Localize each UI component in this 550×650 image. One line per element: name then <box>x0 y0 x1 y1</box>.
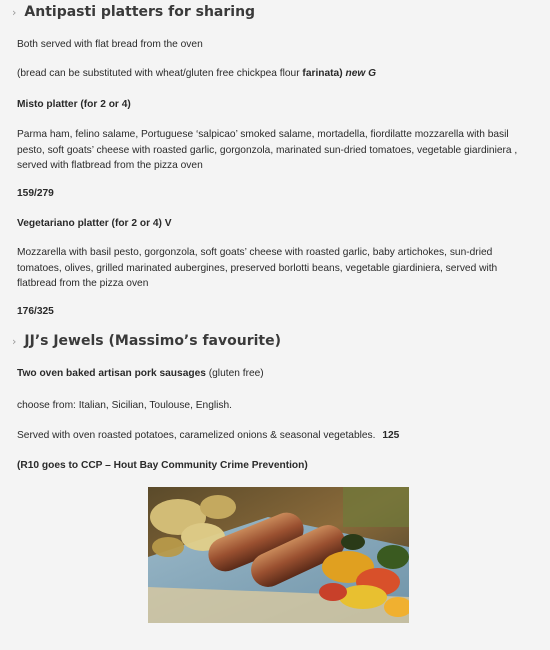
misto-price: 159/279 <box>17 188 54 199</box>
new-badge: new G <box>345 68 377 79</box>
sausages-title: Two oven baked artisan pork sausages <box>17 368 206 379</box>
misto-description: Parma ham, felino salame, Portuguese ‘salpicao’ smoked salame, mortadella, fiordilatte mozzarella with basil pesto, soft goats’ cheese with roasted garlic, gorgonzola, marinated sun-dried tomatoes, vegetable giardiniera , served with flatbread from the pizza oven <box>17 129 518 171</box>
charity-note: (R10 goes to CCP – Hout Bay Community Crime Prevention) <box>17 460 308 471</box>
choose-options: choose from: Italian, Sicilian, Toulouse, English. <box>17 400 232 411</box>
served-note: Both served with flat bread from the oven <box>17 39 203 50</box>
sausages-note: (gluten free) <box>205 368 264 379</box>
chevron-right-icon: › <box>12 5 17 19</box>
sausages-price: 125 <box>382 430 400 441</box>
served-with-text: Served with oven roasted potatoes, caramelized onions & seasonal vegetables. <box>17 430 376 441</box>
vegetariano-description: Mozzarella with basil pesto, gorgonzola, soft goats’ cheese with roasted garlic, baby artichokes, sun-dried tomatoes, olives, grilled marinated aubergines, preserved borlotti beans, vegetable giardiniera, served with flatbread from the pizza oven <box>17 247 498 289</box>
sausages-photo <box>148 487 409 623</box>
section-heading-jewels <box>12 333 281 349</box>
served-with-line <box>17 428 537 444</box>
sausages-line <box>17 366 537 382</box>
section-heading-antipasti <box>12 4 255 20</box>
vegetariano-price: 176/325 <box>17 306 54 317</box>
section-title: Antipasti platters for sharing <box>24 4 256 20</box>
bread-note-text: (bread can be substituted with wheat/gluten free chickpea flour <box>17 68 303 79</box>
bread-note <box>17 66 537 82</box>
vegetariano-title: Vegetariano platter (for 2 or 4) V <box>17 218 172 229</box>
bread-note-farinata: farinata) <box>302 68 343 79</box>
chevron-right-icon: › <box>12 334 17 348</box>
sausages-photo-image <box>148 487 409 623</box>
misto-title: Misto platter (for 2 or 4) <box>17 99 131 110</box>
section-title: JJ’s Jewels (Massimo’s favourite) <box>24 333 281 349</box>
